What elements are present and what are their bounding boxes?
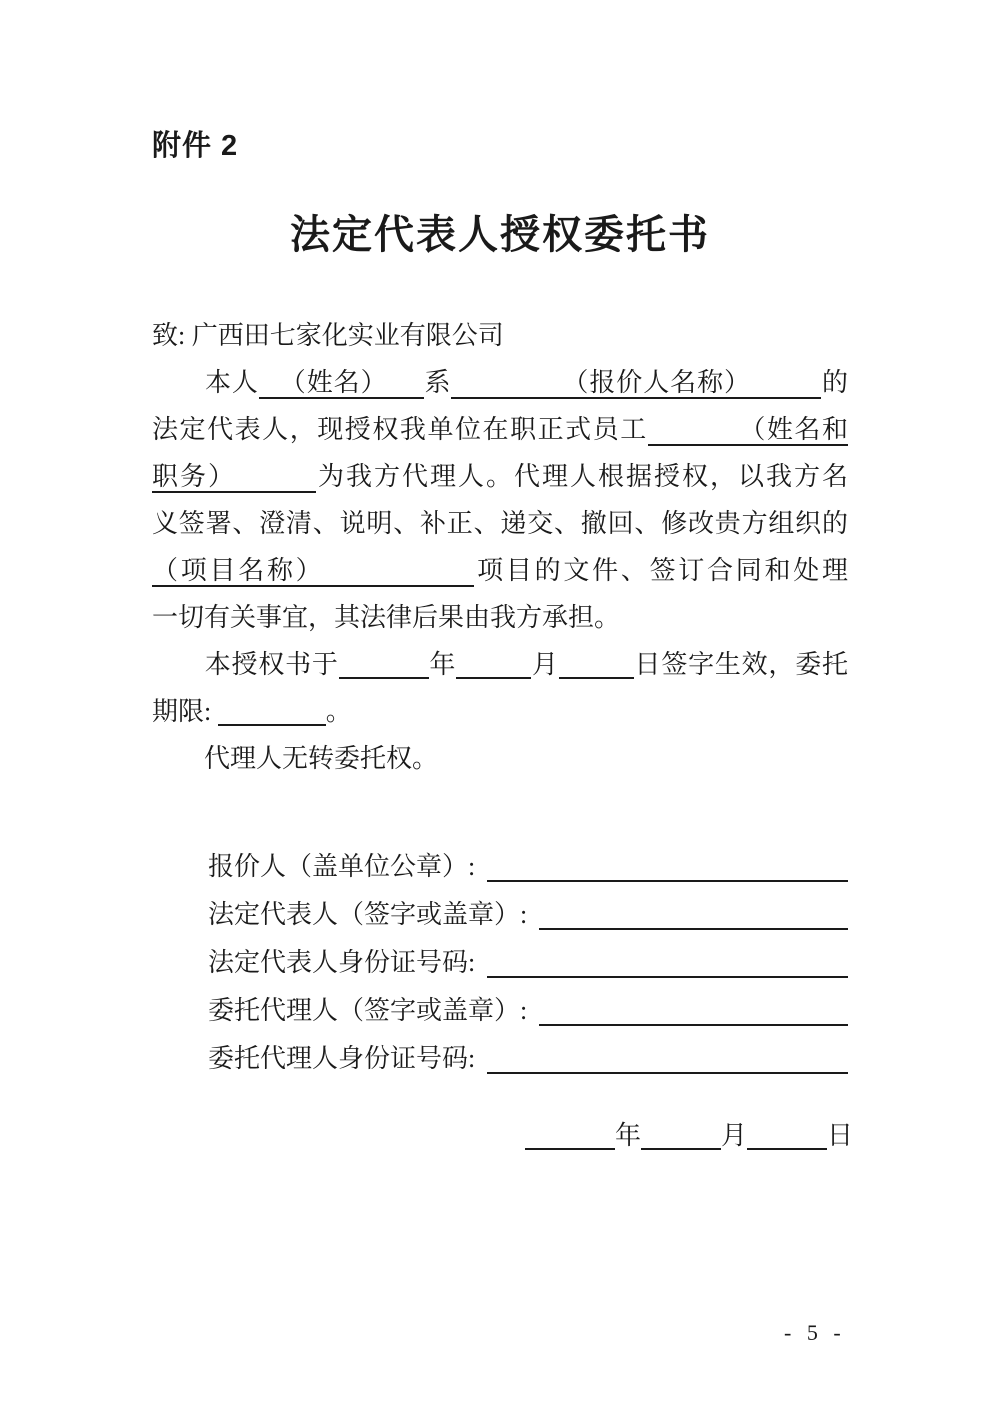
bidder-seal-label: 报价人（盖单位公章）: [208, 852, 476, 881]
agent-signature-row [152, 987, 848, 1035]
body-line-no-subdelegation [152, 735, 848, 782]
name-blank-lead [259, 390, 279, 391]
date-day-label: 日 [826, 1121, 853, 1150]
date-month-blank [641, 1122, 721, 1150]
date-year-blank [525, 1122, 615, 1150]
as-agent-text: 为我方代理人。代理人根据授权，以我方名 [316, 462, 848, 491]
project-docs-text: 项目的文件、签订合同和处理 [474, 556, 848, 585]
possessive-text: 的 [821, 368, 848, 397]
paragraph-indent [152, 672, 204, 673]
date-line [152, 1112, 853, 1159]
is-of-text: 系 [423, 368, 452, 397]
date-month-label: 月 [720, 1121, 747, 1150]
attachment-label: 附件 2 [152, 130, 239, 162]
agent-blank-lead [648, 437, 738, 438]
bidder-blank-trail [751, 390, 821, 391]
body-line-actions: 义签署、澄清、说明、补正、递交、撤回、修改贵方组织的 [152, 509, 848, 538]
effective-day-blank [559, 651, 634, 679]
legal-rep-signature-label: 法定代表人（签字或盖章）: [208, 900, 528, 929]
bidder-name-placeholder: （报价人名称） [561, 368, 751, 397]
no-subdelegation-text: 代理人无转委托权。 [204, 744, 439, 773]
agent-id-row [152, 1035, 848, 1083]
effective-month-blank [456, 651, 531, 679]
duration-blank [218, 698, 326, 726]
effective-suffix-text: 日签字生效，委托 [633, 650, 848, 679]
name-blank-trail [388, 390, 424, 391]
date-year-label: 年 [614, 1121, 641, 1150]
date-day-blank [747, 1122, 827, 1150]
agent-id-blank [487, 1071, 848, 1074]
body-line-position [152, 453, 848, 500]
position-blank-field [152, 462, 316, 493]
body-line-duration [152, 688, 848, 735]
bidder-name-blank-field [451, 368, 821, 399]
body-line-liability: 一切有关事宜，其法律后果由我方承担。 [152, 603, 621, 632]
principal-text: 本人 [204, 368, 259, 397]
project-blank-trail [324, 578, 474, 579]
paragraph-indent [152, 766, 204, 767]
agent-name-placeholder: （姓名和 [737, 415, 848, 444]
recipient-line [152, 312, 848, 359]
project-name-blank-field [152, 556, 474, 587]
position-placeholder: 职务） [152, 462, 236, 491]
agent-name-blank-field [648, 415, 848, 446]
paragraph-indent [152, 390, 204, 391]
position-blank-trail [236, 484, 316, 485]
project-name-placeholder: （项目名称） [152, 556, 325, 585]
name-blank-field [259, 368, 424, 399]
year-label: 年 [428, 650, 457, 679]
body-line-project [152, 547, 848, 594]
name-placeholder: （姓名） [278, 368, 388, 397]
body-line-authorize [152, 406, 848, 453]
effective-year-blank [339, 651, 429, 679]
document-title: 法定代表人授权委托书 [290, 212, 710, 257]
effective-prefix-text: 本授权书于 [204, 650, 339, 679]
bidder-seal-row [152, 843, 848, 891]
legal-rep-signature-row [152, 891, 848, 939]
duration-period-text: 。 [325, 697, 352, 726]
bidder-blank-lead [451, 390, 561, 391]
recipient-prefix: 致: [152, 321, 192, 350]
agent-id-label: 委托代理人身份证号码: [208, 1044, 476, 1073]
legal-rep-id-row [152, 939, 848, 987]
signature-block [152, 843, 848, 1083]
body-line-principal [152, 359, 848, 406]
recipient-company: 广西田七家化实业有限公司 [191, 321, 504, 350]
legal-rep-id-label: 法定代表人身份证号码: [208, 948, 476, 977]
body-line-effective [152, 641, 848, 688]
month-label: 月 [531, 650, 559, 679]
duration-label: 期限: [152, 697, 218, 726]
document-body [152, 312, 848, 782]
legal-rep-id-blank [487, 975, 848, 978]
legal-rep-signature-blank [539, 927, 848, 930]
page-number: - 5 - [784, 1320, 846, 1345]
bidder-seal-blank [487, 879, 848, 882]
agent-signature-blank [539, 1023, 848, 1026]
authorize-text: 法定代表人，现授权我单位在职正式员工 [152, 415, 648, 444]
agent-signature-label: 委托代理人（签字或盖章）: [208, 996, 528, 1025]
